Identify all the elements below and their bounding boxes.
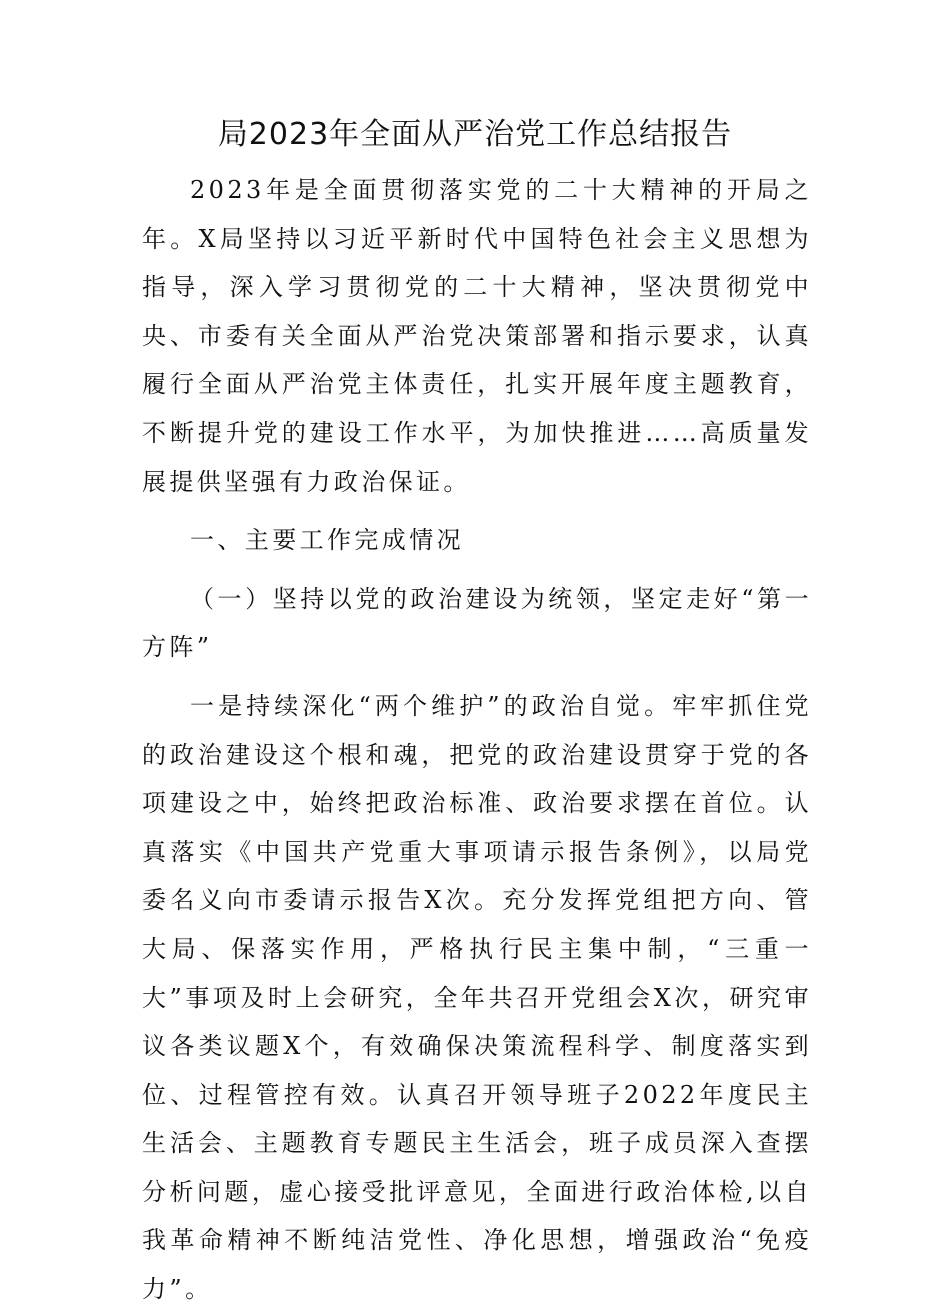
intro-paragraph: 2023年是全面贯彻落实党的二十大精神的开局之年。X局坚持以习近平新时代中国特色社会主义思想为指导，深入学习贯彻党的二十大精神，坚决贯彻党中央、市委有关全面从严治党决策部署和指示要求，认真履行全面从严治党主体责任，扎实开展年度主题教育，不断提升党的建设工作水平，为加快推进……高质量发展提供坚强有力政治保证。 [142,176,812,496]
subsection-heading: （一）坚持以党的政治建设为统领，坚定走好“第一方阵” [142,584,812,662]
document-title: 局2023年全面从严治党工作总结报告 [217,117,733,152]
document-body [142,166,812,1314]
body-paragraph: 一是持续深化“两个维护”的政治自觉。牢牢抓住党的政治建设这个根和魂，把党的政治建设贯穿于党的各项建设之中，始终把政治标准、政治要求摆在首位。认真落实《中国共产党重大事项请示报告条例》，以局党委名义向市委请示报告X次。充分发挥党组把方向、管大局、保落实作用，严格执行民主集中制，“三重一大”事项及时上会研究，全年共召开党组会X次，研究审议各类议题X个，有效确保决策流程科学、制度落实到位、过程管控有效。认真召开领导班子2022年度民主生活会、主题教育专题民主生活会，班子成员深入查摆分析问题，虚心接受批评意见，全面进行政治体检,以自我革命精神不断纯洁党性、净化思想，增强政治“免疫力”。 [142,691,812,1304]
section-heading: 一、主要工作完成情况 [190,526,464,555]
